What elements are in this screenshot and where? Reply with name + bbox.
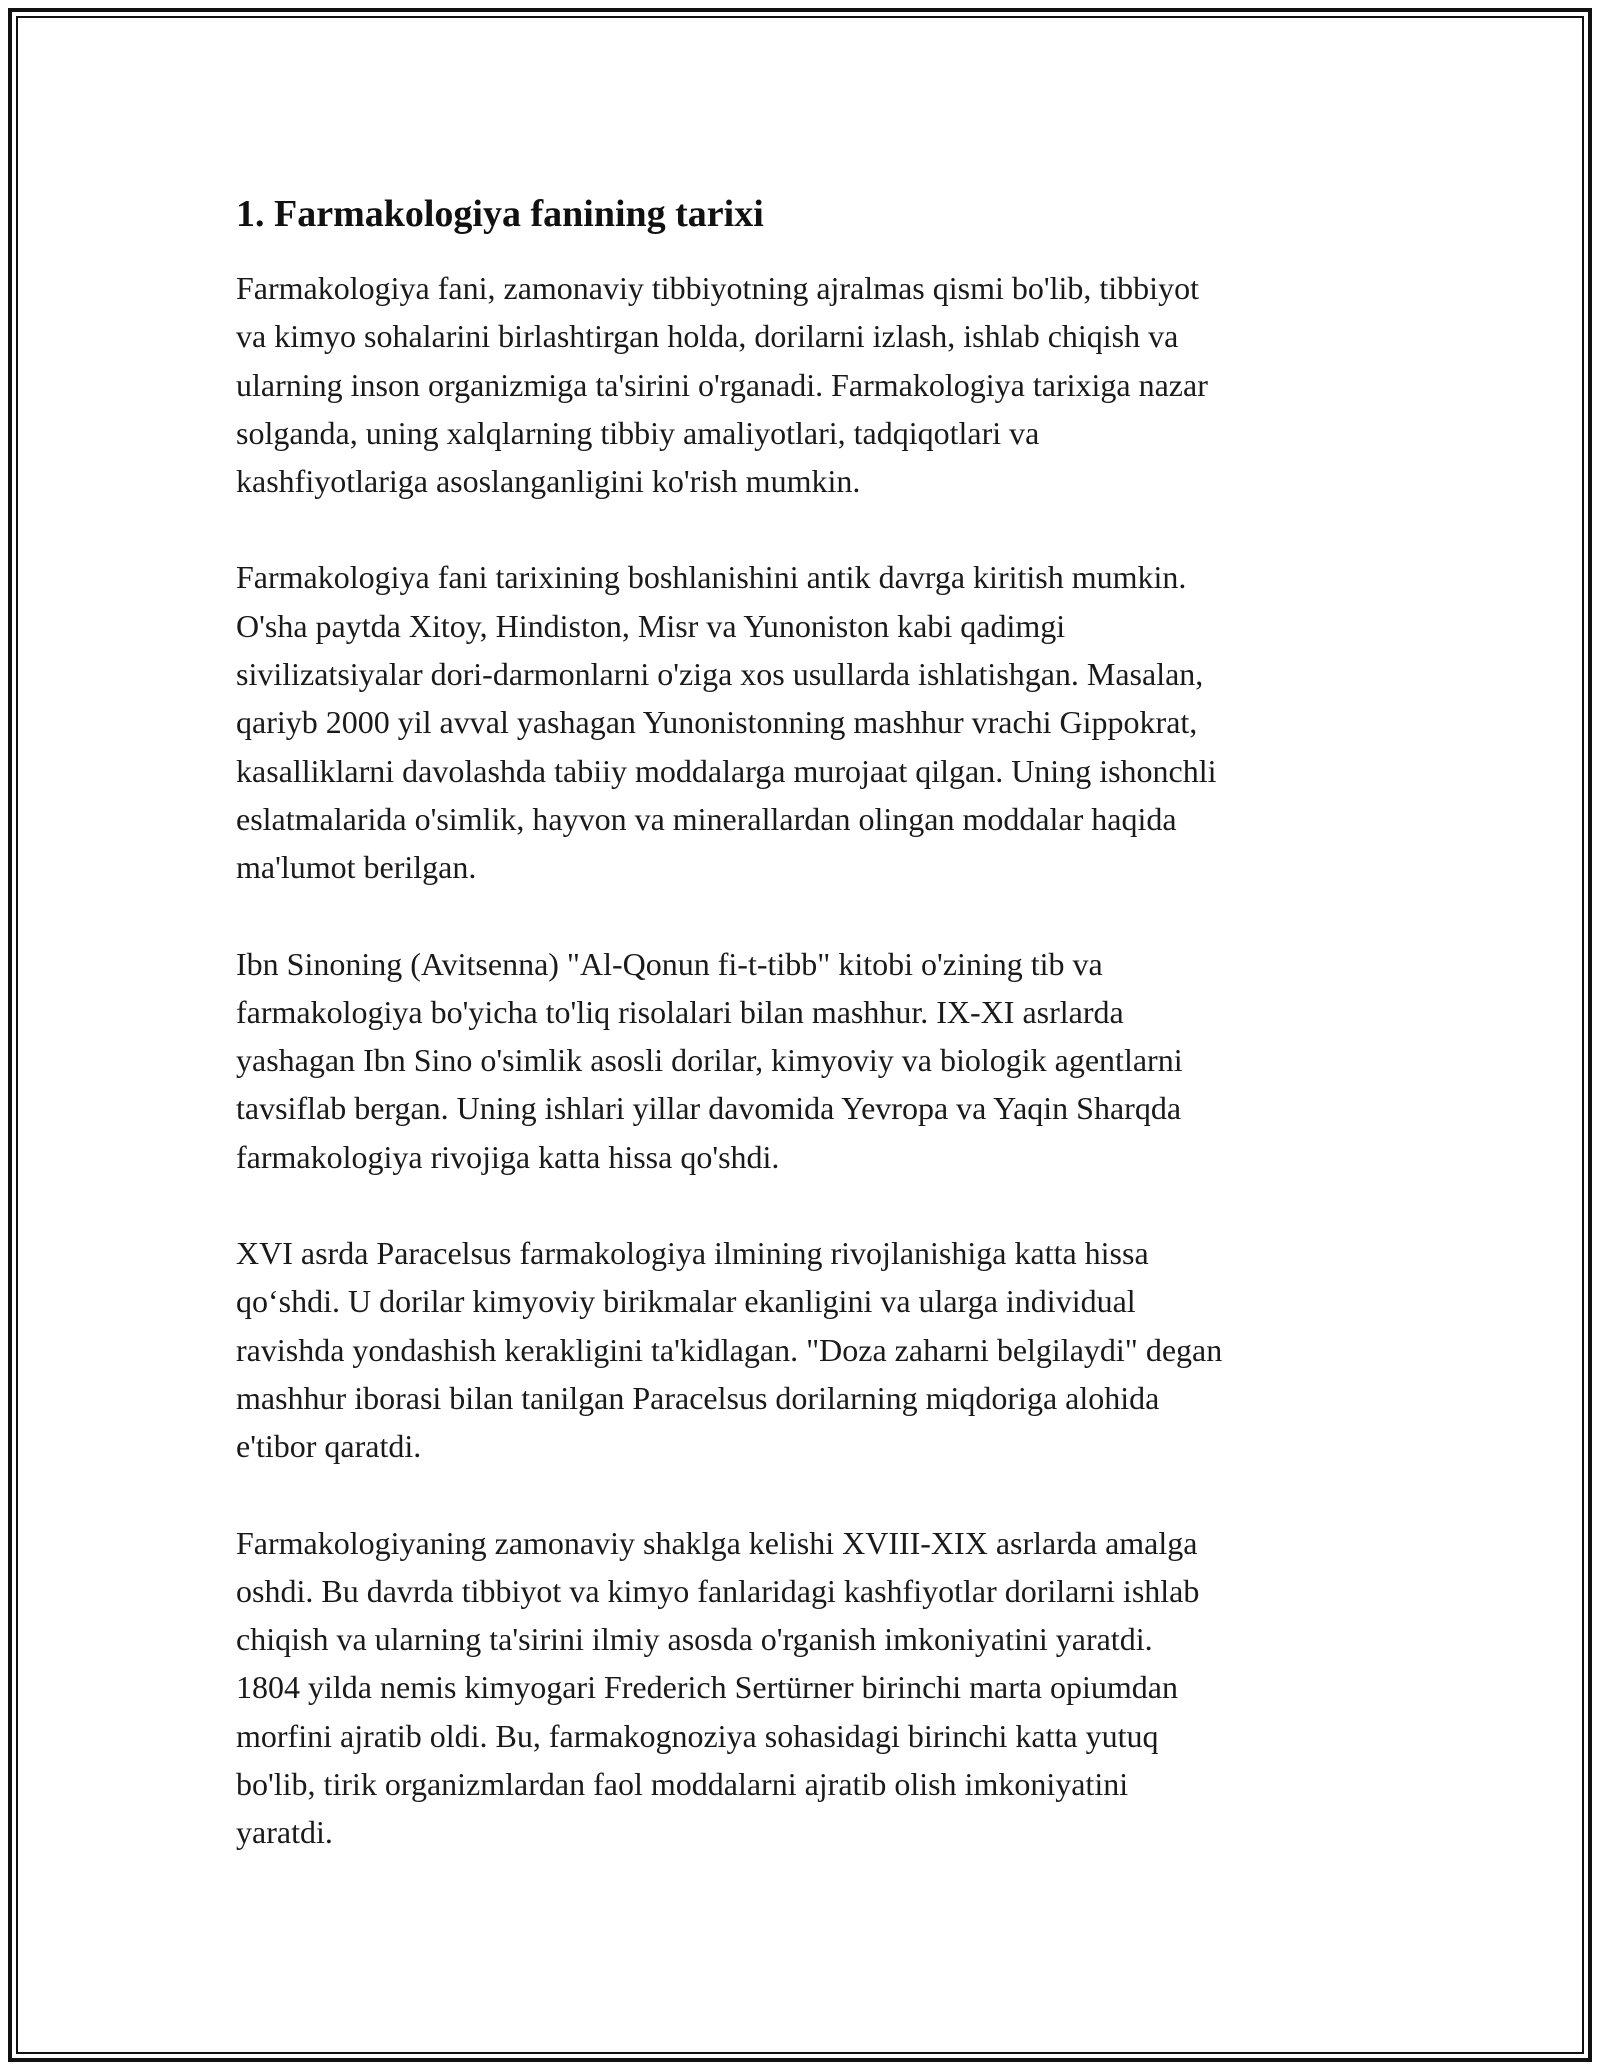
paragraph-line: kashfiyotlariga asoslanganligini ko'rish mumkin. [236, 463, 861, 500]
paragraph-line: sivilizatsiyalar dori-darmonlarni o'ziga xos usullarda ishlatishgan. Masalan, [236, 656, 1204, 693]
paragraph-list [236, 264, 1366, 1857]
paragraph-line: qariyb 2000 yil avval yashagan Yunonistonning mashhur vrachi Gippokrat, [236, 704, 1198, 741]
paragraph-line: tavsiflab bergan. Uning ishlari yillar davomida Yevropa va Yaqin Sharqda [236, 1090, 1182, 1127]
paragraph-line: e'tibor qaratdi. [236, 1428, 422, 1465]
paragraph-line: bo'lib, tirik organizmlardan faol moddalarni ajratib olish imkoniyatini [236, 1766, 1129, 1803]
paragraph-line: eslatmalarida o'simlik, hayvon va minerallardan olingan moddalar haqida [236, 800, 1177, 837]
paragraph-3 [236, 940, 1366, 1181]
paragraph-2 [236, 553, 1366, 891]
paragraph-line: ularning inson organizmiga ta'sirini o'rganadi. Farmakologiya tarixiga nazar [236, 366, 1208, 403]
paragraph-line: 1804 yilda nemis kimyogari Frederich Sertürner birinchi marta opiumdan [236, 1669, 1178, 1706]
section-title: 1. Farmakologiya fanining tarixi [236, 193, 764, 235]
paragraph-line: kasalliklarni davolashda tabiiy moddalarga murojaat qilgan. Uning ishonchli [236, 752, 1217, 789]
document-body [236, 186, 1366, 1905]
paragraph-line: Farmakologiyaning zamonaviy shaklga kelishi XVIII-XIX asrlarda amalga [236, 1524, 1198, 1561]
paragraph-line: farmakologiya rivojiga katta hissa qo'shdi. [236, 1138, 780, 1175]
paragraph-line: ravishda yondashish kerakligini ta'kidlagan. "Doza zaharni belgilaydi" degan [236, 1331, 1223, 1368]
paragraph-line: solganda, uning xalqlarning tibbiy amaliyotlari, tadqiqotlari va [236, 414, 1040, 451]
paragraph-line: yashagan Ibn Sino o'simlik asosli dorilar, kimyoviy va biologik agentlarni [236, 1042, 1183, 1079]
paragraph-line: oshdi. Bu davrda tibbiyot va kimyo fanlaridagi kashfiyotlar dorilarni ishlab [236, 1572, 1200, 1609]
paragraph-line: qoʻshdi. U dorilar kimyoviy birikmalar ekanligini va ularga individual [236, 1283, 1136, 1320]
paragraph-line: va kimyo sohalarini birlashtirgan holda, dorilarni izlash, ishlab chiqish va [236, 318, 1179, 355]
paragraph-4 [236, 1229, 1366, 1470]
paragraph-line: ma'lumot berilgan. [236, 849, 477, 886]
paragraph-line: chiqish va ularning ta'sirini ilmiy asosda o'rganish imkoniyatini yaratdi. [236, 1621, 1153, 1658]
paragraph-line: Farmakologiya fani tarixining boshlanishini antik davrga kiritish mumkin. [236, 559, 1187, 596]
paragraph-line: farmakologiya bo'yicha to'liq risolalari bilan mashhur. IX-XI asrlarda [236, 993, 1124, 1030]
paragraph-line: mashhur iborasi bilan tanilgan Paracelsus dorilarning miqdoriga alohida [236, 1379, 1160, 1416]
paragraph-line: yaratdi. [236, 1814, 333, 1851]
paragraph-line: O'sha paytda Xitoy, Hindiston, Misr va Yunoniston kabi qadimgi [236, 607, 1066, 644]
paragraph-5 [236, 1519, 1366, 1857]
paragraph-line: XVI asrda Paracelsus farmakologiya ilmining rivojlanishiga katta hissa [236, 1235, 1149, 1272]
paragraph-line: morfini ajratib oldi. Bu, farmakognoziya sohasidagi birinchi katta yutuq [236, 1717, 1159, 1754]
paragraph-1 [236, 264, 1366, 505]
paragraph-line: Farmakologiya fani, zamonaviy tibbiyotning ajralmas qismi bo'lib, tibbiyot [236, 270, 1199, 306]
paragraph-line: Ibn Sinoning (Avitsenna) "Al-Qonun fi-t-tibb" kitobi o'zining tib va [236, 945, 1103, 982]
